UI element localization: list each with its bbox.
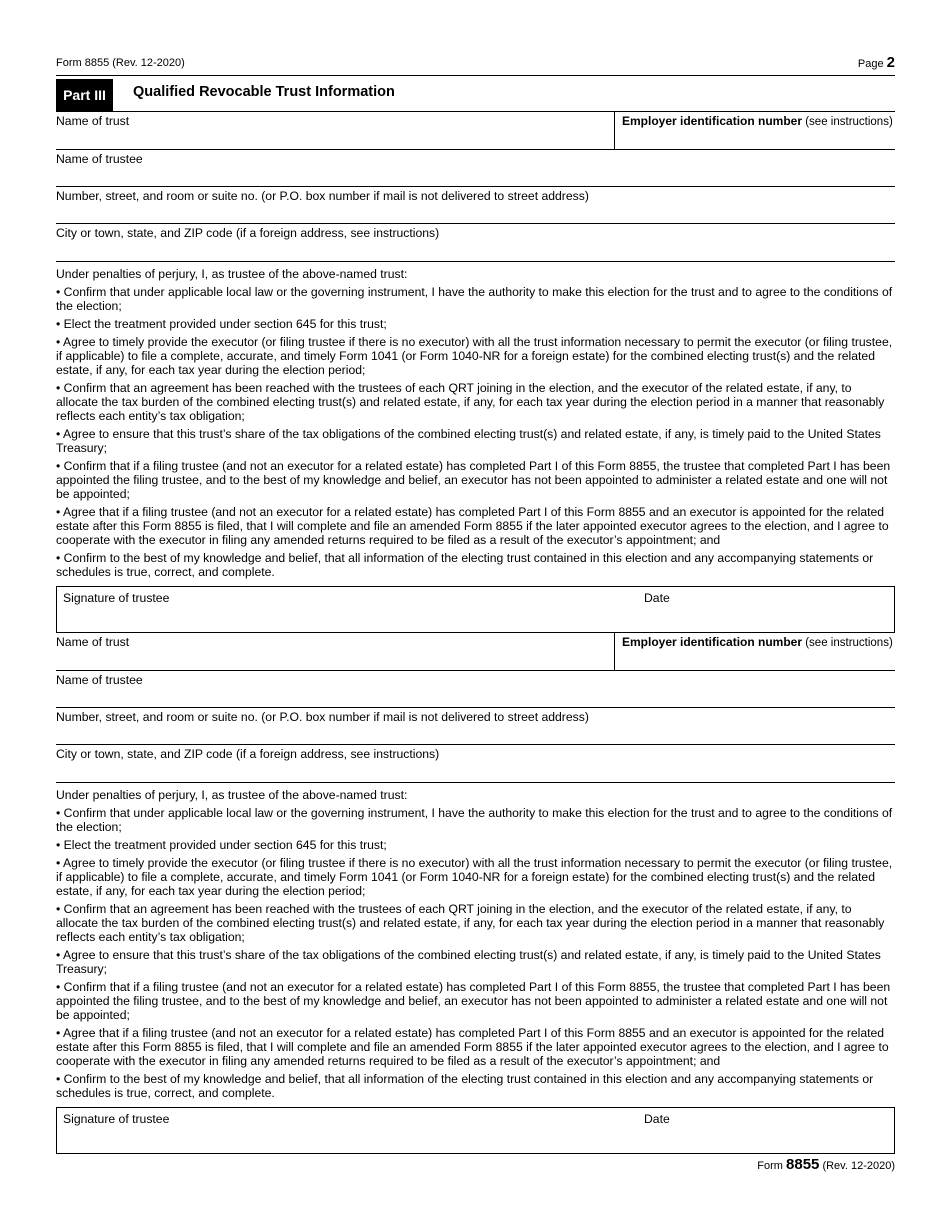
name-of-trust-field-2[interactable]: Name of trust Employer identification number (see instructions) [56, 632, 895, 671]
form-revision: Form 8855 (Rev. 12-2020) [56, 57, 185, 69]
ein-field-1[interactable]: Employer identification number (see instructions) [614, 111, 896, 149]
date-label: Date [644, 1112, 670, 1126]
address-field-1[interactable]: Number, street, and room or suite no. (or P.O. box number if mail is not delivered to street address) [56, 186, 895, 224]
page-number: 2 [886, 54, 895, 71]
name-of-trustee-field-2[interactable]: Name of trustee [56, 670, 895, 708]
perjury-statement-1 [56, 267, 895, 583]
statement-bullet: • Agree to ensure that this trust’s share of the tax obligations of the combined electing trust(s) and related estate, if any, is timely paid to the United States Treasury; [56, 427, 881, 455]
page-indicator: Page 2 [857, 54, 895, 71]
statement-bullet: • Confirm to the best of my knowledge and belief, that all information of the electing trust contained in this election and any accompanying statements or schedules is true, correct, and complete. [56, 551, 874, 579]
ein-field-2[interactable]: Employer identification number (see instructions) [614, 632, 896, 670]
statement-intro: Under penalties of perjury, I, as trustee of the above-named trust: [56, 788, 408, 802]
statement-bullet: • Confirm that under applicable local law or the governing instrument, I have the authority to make this election for the trust and to agree to the conditions of the election; [56, 285, 893, 313]
signature-label: Signature of trustee [63, 1112, 170, 1126]
statement-intro: Under penalties of perjury, I, as trustee of the above-named trust: [56, 267, 408, 281]
statement-bullet: • Agree that if a filing trustee (and not an executor for a related estate) has completed Part I of this Form 8855 and an executor is appointed for the related estate after this Form 8855 is filed, that I will complete and file an amended Form 8855 if the later appointed executor agrees to the election, and I agree to cooperate with the executor in filing any amended returns required to be filed as a result of the executor’s appointment; and [56, 1026, 889, 1068]
statement-bullet: • Confirm that an agreement has been reached with the trustees of each QRT joining in the election, and the executor of the related estate, if any, to allocate the tax burden of the combined electing trust(s) and related estate, if any, for each tax year during the election period in a manner that reasonably reflects each entity’s tax obligation; [56, 381, 885, 423]
date-label: Date [644, 591, 670, 605]
part-header [56, 75, 895, 112]
signature-box-2[interactable] [56, 1107, 895, 1154]
city-field-1[interactable]: City or town, state, and ZIP code (if a foreign address, see instructions) [56, 223, 895, 262]
statement-bullet: • Confirm that if a filing trustee (and not an executor for a related estate) has completed Part I of this Form 8855, the trustee that completed Part I has been appointed the filing trustee, and to the best of my knowledge and belief, an executor has not been appointed to administer a related estate and one will not be appointed; [56, 980, 891, 1022]
part-tag: Part III [56, 79, 113, 111]
statement-bullet: • Agree to timely provide the executor (or filing trustee if there is no executor) with all the trust information necessary to permit the executor (or filing trustee, if applicable) to file a complete, accurate, and timely Form 1041 (or Form 1040-NR for a foreign estate) for the combined electing trust(s) and the related estate, if any, for each tax year during the election period; [56, 856, 893, 898]
name-of-trustee-field-1[interactable]: Name of trustee [56, 149, 895, 187]
statement-bullet: • Confirm that an agreement has been reached with the trustees of each QRT joining in the election, and the executor of the related estate, if any, to allocate the tax burden of the combined electing trust(s) and related estate, if any, for each tax year during the election period in a manner that reasonably reflects each entity’s tax obligation; [56, 902, 885, 944]
city-field-2[interactable]: City or town, state, and ZIP code (if a foreign address, see instructions) [56, 744, 895, 783]
name-of-trust-field-1[interactable]: Name of trust Employer identification number (see instructions) [56, 111, 895, 150]
page-header [56, 54, 895, 76]
statement-bullet: • Agree that if a filing trustee (and not an executor for a related estate) has completed Part I of this Form 8855 and an executor is appointed for the related estate after this Form 8855 is filed, that I will complete and file an amended Form 8855 if the later appointed executor agrees to the election, and I agree to cooperate with the executor in filing any amended returns required to be filed as a result of the executor’s appointment; and [56, 505, 889, 547]
perjury-statement-2 [56, 788, 895, 1104]
statement-bullet: • Confirm that under applicable local law or the governing instrument, I have the authority to make this election for the trust and to agree to the conditions of the election; [56, 806, 893, 834]
statement-bullet: • Elect the treatment provided under section 645 for this trust; [56, 317, 387, 331]
statement-bullet: • Elect the treatment provided under section 645 for this trust; [56, 838, 387, 852]
footer-form-number: 8855 [786, 1156, 820, 1173]
statement-bullet: • Agree to timely provide the executor (or filing trustee if there is no executor) with all the trust information necessary to permit the executor (or filing trustee, if applicable) to file a complete, accurate, and timely Form 1041 (or Form 1040-NR for a foreign estate) for the combined electing trust(s) and the related estate, if any, for each tax year during the election period; [56, 335, 893, 377]
statement-bullet: • Confirm that if a filing trustee (and not an executor for a related estate) has completed Part I of this Form 8855, the trustee that completed Part I has been appointed the filing trustee, and to the best of my knowledge and belief, an executor has not been appointed to administer a related estate and one will not be appointed; [56, 459, 891, 501]
signature-box-1[interactable] [56, 586, 895, 633]
part-title: Qualified Revocable Trust Information [133, 84, 395, 100]
address-field-2[interactable]: Number, street, and room or suite no. (or P.O. box number if mail is not delivered to street address) [56, 707, 895, 745]
signature-label: Signature of trustee [63, 591, 170, 605]
page-footer: Form 8855 (Rev. 12-2020) [757, 1156, 895, 1173]
statement-bullet: • Confirm to the best of my knowledge and belief, that all information of the electing trust contained in this election and any accompanying statements or schedules is true, correct, and complete. [56, 1072, 874, 1100]
statement-bullet: • Agree to ensure that this trust’s share of the tax obligations of the combined electing trust(s) and related estate, if any, is timely paid to the United States Treasury; [56, 948, 881, 976]
